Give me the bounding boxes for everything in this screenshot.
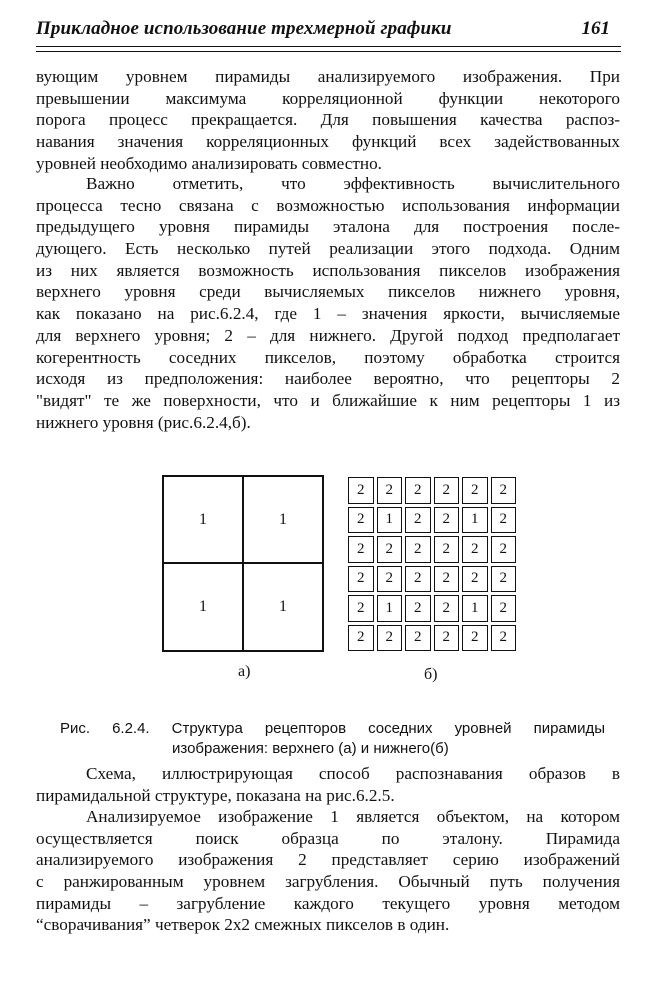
receptor-cell: 2 — [434, 566, 460, 593]
receptor-cell: 2 — [462, 477, 488, 504]
receptor-cell: 1 — [377, 595, 403, 622]
receptor-cell: 1 — [377, 507, 403, 534]
receptor-cell: 1 — [462, 507, 488, 534]
receptor-cell: 2 — [491, 507, 517, 534]
running-header-title: Прикладное использование трехмерной графики — [36, 18, 452, 39]
text-line: когерентность соседних пикселов, поэтому обработка строится — [36, 347, 620, 367]
receptor-cell: 2 — [462, 566, 488, 593]
text-line: нижнего уровня (рис.6.2.4,б). — [36, 412, 251, 432]
running-header — [36, 18, 624, 44]
receptor-cell: 2 — [405, 566, 431, 593]
figure-b-label: б) — [424, 666, 438, 683]
receptor-cell: 2 — [348, 595, 374, 622]
receptor-cell: 2 — [348, 507, 374, 534]
receptor-cell: 1 — [199, 510, 207, 528]
header-rule — [36, 46, 621, 52]
text-line: Важно отметить, что эффективность вычислительного — [86, 174, 620, 193]
receptor-cell: 2 — [377, 477, 403, 504]
receptor-cell: 2 — [377, 536, 403, 563]
figure-a-label: а) — [238, 663, 251, 680]
receptor-cell: 2 — [462, 536, 488, 563]
receptor-cell: 1 — [199, 597, 207, 615]
paragraph-continuation — [36, 66, 620, 174]
receptor-cell: 2 — [434, 507, 460, 534]
text-line: процесса тесно связана с возможностью использования информации — [36, 195, 620, 215]
paragraph-scheme — [36, 763, 620, 806]
receptor-cell: 2 — [405, 507, 431, 534]
receptor-cell: 2 — [491, 536, 517, 563]
receptor-cell: 2 — [348, 566, 374, 593]
figure-b-lower-level-grid — [348, 477, 516, 651]
receptor-cell: 2 — [348, 536, 374, 563]
text-line: осуществляется поиск образца по эталону. Пирамида — [36, 828, 620, 848]
text-line: пирамиды – загрубление каждого текущего уровня методом — [36, 893, 620, 913]
receptor-cell: 2 — [491, 595, 517, 622]
text-line: для верхнего уровня; 2 – для нижнего. Другой подход предполагает — [36, 325, 620, 345]
receptor-cell: 1 — [279, 510, 287, 528]
figure-caption — [60, 719, 605, 759]
figure-caption-line: Рис. 6.2.4. Структура рецепторов соседних уровней пирамиды — [60, 720, 605, 737]
receptor-cell: 2 — [434, 536, 460, 563]
receptor-cell: 2 — [491, 625, 517, 652]
receptor-cell: 2 — [434, 595, 460, 622]
receptor-cell: 2 — [405, 625, 431, 652]
text-line: Анализируемое изображение 1 является объектом, на котором — [86, 807, 620, 826]
text-line: "видят" те же поверхности, что и ближайшие к ним рецепторы 1 из — [36, 390, 620, 410]
text-line: Схема, иллюстрирующая способ распознавания образов в — [86, 764, 620, 783]
text-line: из них является возможность использования пикселов изображения — [36, 260, 620, 280]
receptor-cell: 2 — [405, 477, 431, 504]
text-line: “сворачивания” четверок 2х2 смежных пикселов в один. — [36, 915, 450, 935]
text-line: исходя из предположения: наиболее вероятно, что рецепторы 2 — [36, 369, 620, 389]
paragraph-analyzed-image — [36, 806, 620, 936]
receptor-cell: 2 — [377, 625, 403, 652]
receptor-cell: 2 — [491, 566, 517, 593]
text-line: превышении максимума корреляционной функции некоторого — [36, 88, 620, 108]
receptor-cell: 1 — [462, 595, 488, 622]
text-line: анализируемого изображения 2 представляет серию изображений — [36, 850, 620, 870]
receptor-cell: 2 — [405, 595, 431, 622]
receptor-cell: 2 — [491, 477, 517, 504]
text-line: порога процесс прекращается. Для повышения качества распоз- — [36, 110, 620, 130]
page-number: 161 — [581, 18, 610, 39]
receptor-cell: 2 — [462, 625, 488, 652]
text-line: пирамидальной структуре, показана на рис.6.2.5. — [36, 785, 395, 805]
text-line: вующим уровнем пирамиды анализируемого изображения. При — [36, 67, 620, 86]
text-line: дующего. Есть несколько путей реализации этого подхода. Одним — [36, 239, 620, 259]
paragraph-efficiency — [36, 173, 620, 433]
receptor-cell: 2 — [434, 625, 460, 652]
text-line: предыдущего уровня пирамиды эталона для построения после- — [36, 217, 620, 237]
receptor-cell: 2 — [348, 477, 374, 504]
receptor-cell: 1 — [279, 597, 287, 615]
figure-a-upper-level-grid — [162, 475, 324, 652]
text-line: навания значения корреляционных функций всех задействованных — [36, 132, 620, 152]
text-line: как показано на рис.6.2.4, где 1 – значения яркости, вычисляемые — [36, 304, 620, 324]
text-line: уровней необходимо анализировать совместно. — [36, 153, 382, 173]
text-line: верхнего уровня среди вычисляемых пикселов нижнего уровня, — [36, 282, 620, 302]
receptor-cell: 2 — [405, 536, 431, 563]
receptor-cell: 2 — [434, 477, 460, 504]
receptor-cell: 2 — [377, 566, 403, 593]
figure-caption-line: изображения: верхнего (а) и нижнего(б) — [172, 740, 449, 757]
receptor-cell: 2 — [348, 625, 374, 652]
text-line: с ранжированным уровнем загрубления. Обычный путь получения — [36, 872, 620, 892]
